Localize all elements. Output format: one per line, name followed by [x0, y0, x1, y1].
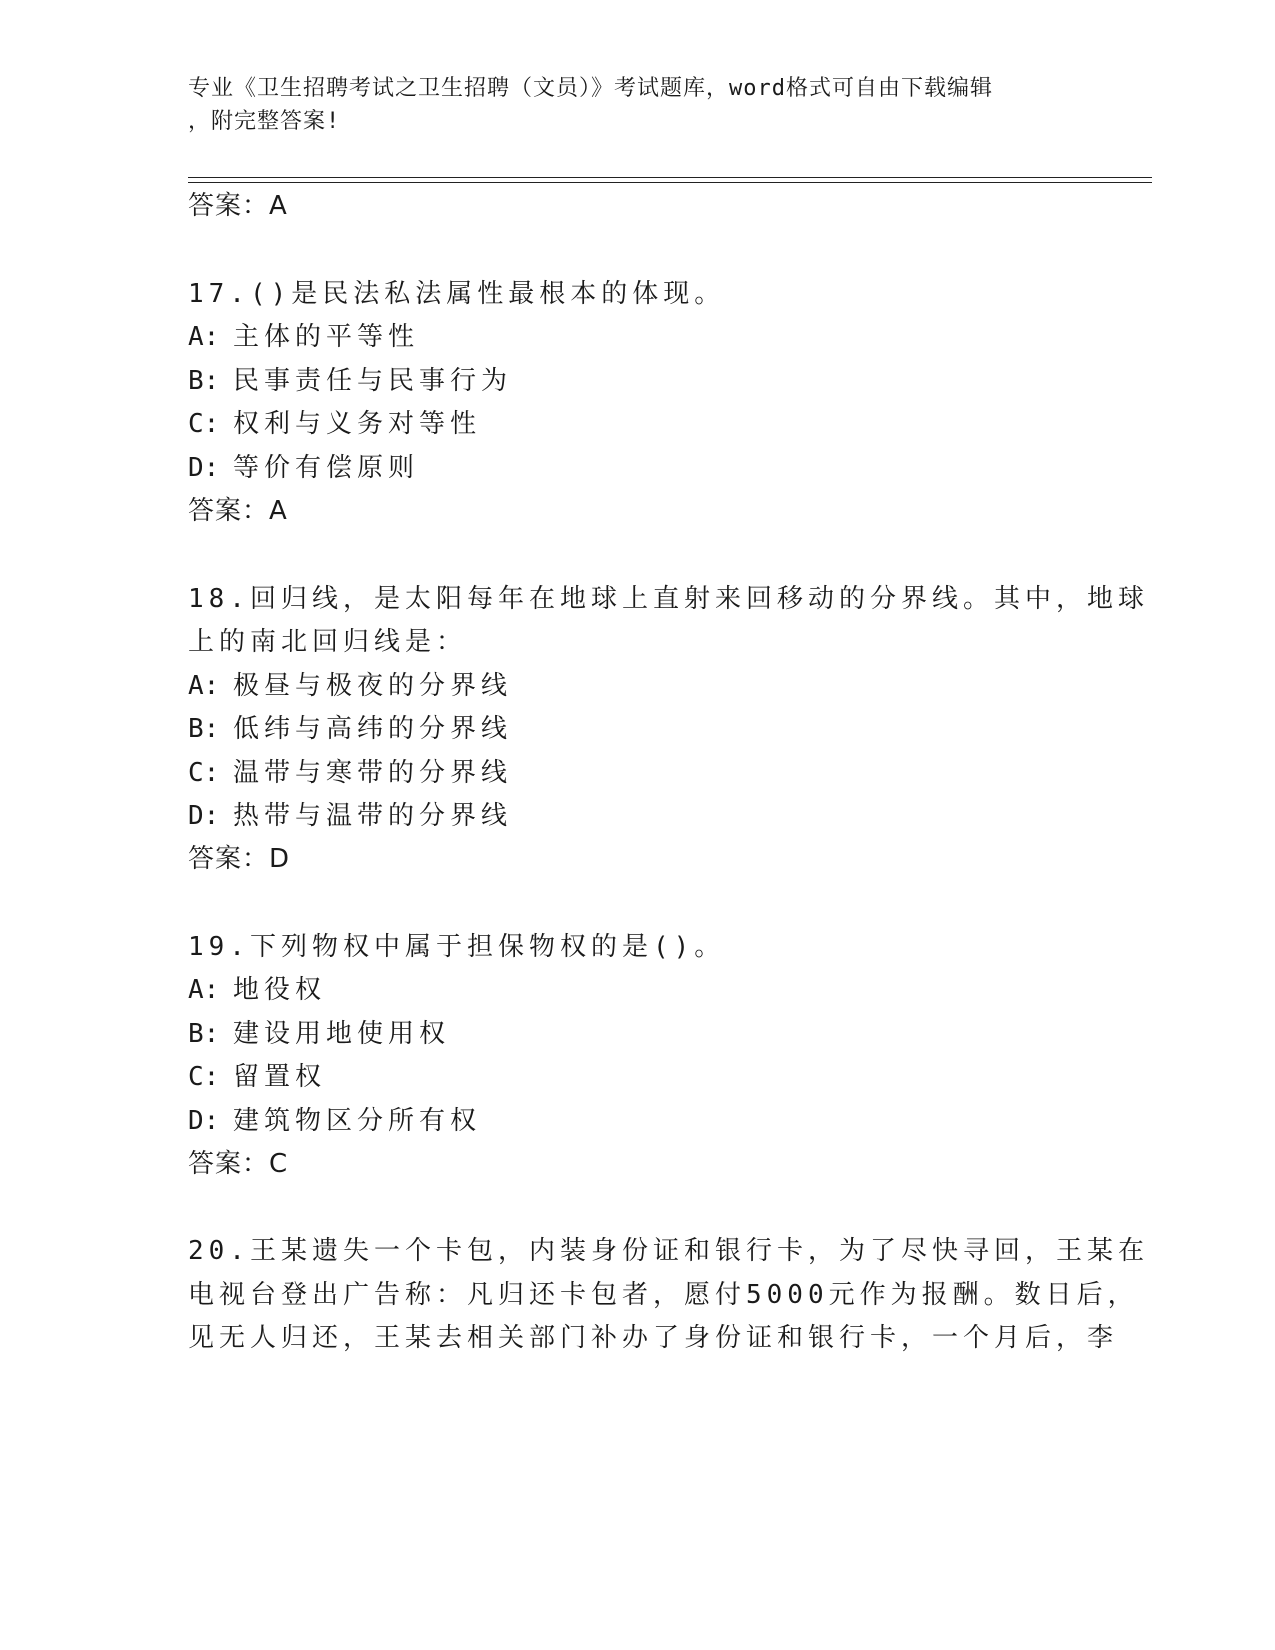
question-18-option-d	[188, 795, 512, 832]
option-label: D:	[188, 453, 220, 483]
question-20-stem-line-2: 电视台登出广告称：凡归还卡包者，愿付5000元作为报酬。数日后，	[188, 1280, 1139, 1310]
question-17-stem: 17.()是民法私法属性最根本的体现。	[188, 279, 726, 309]
header-line-1: 专业《卫生招聘考试之卫生招聘（文员）》考试题库，word格式可自由下载编辑	[188, 76, 993, 101]
question-17-option-c	[188, 403, 481, 440]
answer-16: 答案：A	[188, 191, 288, 221]
option-label: C:	[188, 758, 220, 788]
option-label: A:	[188, 322, 220, 352]
question-19-option-c	[188, 1056, 326, 1093]
answer-19: 答案：C	[188, 1149, 289, 1179]
option-label: D:	[188, 801, 220, 831]
option-text: 建设用地使用权	[233, 1019, 451, 1049]
option-label: B:	[188, 366, 220, 396]
question-17-option-b	[188, 360, 512, 397]
header-line-2: ，附完整答案!	[188, 109, 341, 134]
question-18-stem-line-2: 上的南北回归线是：	[188, 627, 468, 657]
question-17-option-d	[188, 447, 419, 484]
answer-17: 答案：A	[188, 496, 288, 526]
question-19-stem: 19.下列物权中属于担保物权的是()。	[188, 932, 726, 962]
header-divider-top	[188, 177, 1152, 178]
option-label: A:	[188, 975, 220, 1005]
question-18-stem-line-1: 18.回归线，是太阳每年在地球上直射来回移动的分界线。其中，地球	[188, 584, 1149, 614]
question-17-option-a	[188, 316, 419, 353]
option-text: 低纬与高纬的分界线	[233, 714, 513, 744]
option-text: 热带与温带的分界线	[233, 801, 513, 831]
option-label: D:	[188, 1106, 220, 1136]
option-label: B:	[188, 714, 220, 744]
question-18-option-b	[188, 708, 512, 745]
question-18-option-a	[188, 665, 512, 702]
option-label: A:	[188, 671, 220, 701]
option-text: 主体的平等性	[233, 322, 420, 352]
option-text: 等价有偿原则	[233, 453, 420, 483]
question-19-option-b	[188, 1013, 450, 1050]
option-text: 极昼与极夜的分界线	[233, 671, 513, 701]
option-text: 温带与寒带的分界线	[233, 758, 513, 788]
question-19-option-a	[188, 969, 326, 1006]
answer-18: 答案：D	[188, 844, 291, 874]
option-text: 民事责任与民事行为	[233, 366, 513, 396]
question-18-option-c	[188, 752, 512, 789]
option-text: 建筑物区分所有权	[233, 1106, 482, 1136]
document-header	[188, 72, 1088, 138]
option-label: B:	[188, 1019, 220, 1049]
option-label: C:	[188, 409, 220, 439]
header-divider-bottom	[188, 182, 1152, 183]
option-text: 权利与义务对等性	[233, 409, 482, 439]
option-text: 留置权	[233, 1062, 327, 1092]
question-20-stem-line-1: 20.王某遗失一个卡包，内装身份证和银行卡，为了尽快寻回，王某在	[188, 1236, 1149, 1266]
option-label: C:	[188, 1062, 220, 1092]
question-19-option-d	[188, 1100, 481, 1137]
option-text: 地役权	[233, 975, 327, 1005]
question-20-stem-line-3: 见无人归还，王某去相关部门补办了身份证和银行卡，一个月后，李	[188, 1323, 1119, 1353]
